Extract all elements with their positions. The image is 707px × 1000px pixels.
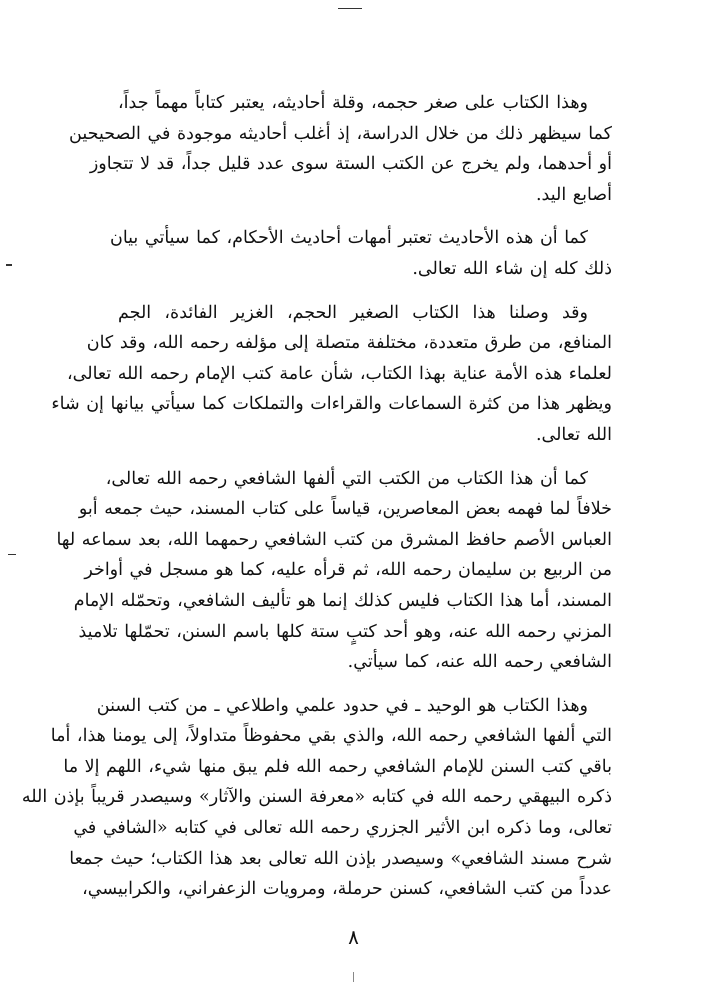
text-line: الشافعي رحمه الله عنه، كما سيأتي. xyxy=(347,652,612,673)
text-line: خلافاً لما فهمه بعض المعاصرين، قياساً على كتاب المسند، حيث جمعه أبو xyxy=(78,499,612,520)
paragraph xyxy=(21,691,612,905)
footer-mark xyxy=(353,972,354,982)
text-line: كما سيظهر ذلك من خلال الدراسة، إذ أغلب أحاديثه موجودة في الصحيحين xyxy=(69,123,612,144)
text-line: العباس الأصم حافظ المشرق من كتب الشافعي رحمهما الله، بعد سماعه لها xyxy=(56,529,612,550)
margin-mark xyxy=(6,264,12,266)
text-line: ذكره البيهقي رحمه الله في كتابه «معرفة السنن والآثار» وسيصدر قريباً بإذن الله xyxy=(21,787,612,808)
paragraph xyxy=(109,223,612,284)
text-line: من الربيع بن سليمان رحمه الله، ثم قرأه عليه، كما هو مسجل في أواخر xyxy=(84,560,612,581)
text-line: تعالى، وما ذكره ابن الأثير الجزري رحمه الله تعالى في كتابه «الشافي في xyxy=(73,818,612,839)
text-line: كما أن هذه الأحاديث تعتبر أمهات أحاديث الأحكام، كما سيأتي بيان xyxy=(109,228,588,249)
page-number: ٨ xyxy=(348,925,359,949)
text-line: المسند، أما هذا الكتاب فليس كذلك إنما هو تأليف الشافعي، وتحمّله الإمام xyxy=(73,590,612,611)
header-rule xyxy=(338,8,362,9)
text-line: باقي كتب السنن للإمام الشافعي رحمه الله فلم يبق منها شيء، اللهم إلا ما xyxy=(63,756,612,777)
text-line: لعلماء هذه الأمة عناية بهذا الكتاب، شأن عامة كتب الإمام رحمه الله تعالى، xyxy=(67,363,612,384)
text-line: المزني رحمه الله عنه، وهو أحد كتبٍ ستة كلها باسم السنن، تحمّلها تلاميذ xyxy=(78,621,612,642)
text-line: المنافع، من طرق متعددة، مختلفة متصلة إلى مؤلفه رحمه الله، وقد كان xyxy=(86,333,612,354)
text-line: وقد وصلنا هذا الكتاب الصغير الحجم، الغزير الفائدة، الجم xyxy=(118,302,588,323)
margin-mark xyxy=(8,554,16,555)
text-line: الله تعالى. xyxy=(535,424,612,445)
paragraph xyxy=(69,88,612,210)
text-line: وهذا الكتاب على صغر حجمه، وقلة أحاديثه، يعتبر كتاباً مهماً جداً، xyxy=(118,93,588,113)
text-line: وهذا الكتاب هو الوحيد ـ في حدود علمي واطلاعي ـ من كتب السنن xyxy=(96,695,588,716)
text-line: ذلك كله إن شاء الله تعالى. xyxy=(412,258,612,279)
body-text xyxy=(21,88,612,918)
text-line: أو أحدهما، ولم يخرج عن الكتب الستة سوى عدد قليل جداً، قد لا تتجاوز xyxy=(89,154,612,175)
text-line: شرح مسند الشافعي» وسيصدر بإذن الله تعالى بعد هذا الكتاب؛ حيث جمعا xyxy=(69,848,612,869)
text-line: أصابع اليد. xyxy=(535,184,612,205)
paragraph xyxy=(56,464,612,678)
text-line: ويظهر هذا من كثرة السماعات والقراءات والتملكات كما سيأتي بيانها إن شاء xyxy=(51,394,612,415)
paragraph xyxy=(51,298,612,451)
text-line: عدداً من كتب الشافعي، كسنن حرملة، ومرويات الزعفراني، والكرابيسي، xyxy=(82,879,612,900)
text-line: كما أن هذا الكتاب من الكتب التي ألفها الشافعي رحمه الله تعالى، xyxy=(105,468,588,489)
text-line: التي ألفها الشافعي رحمه الله، والذي بقي محفوظاً متداولاً، إلى يومنا هذا، أما xyxy=(50,726,612,747)
